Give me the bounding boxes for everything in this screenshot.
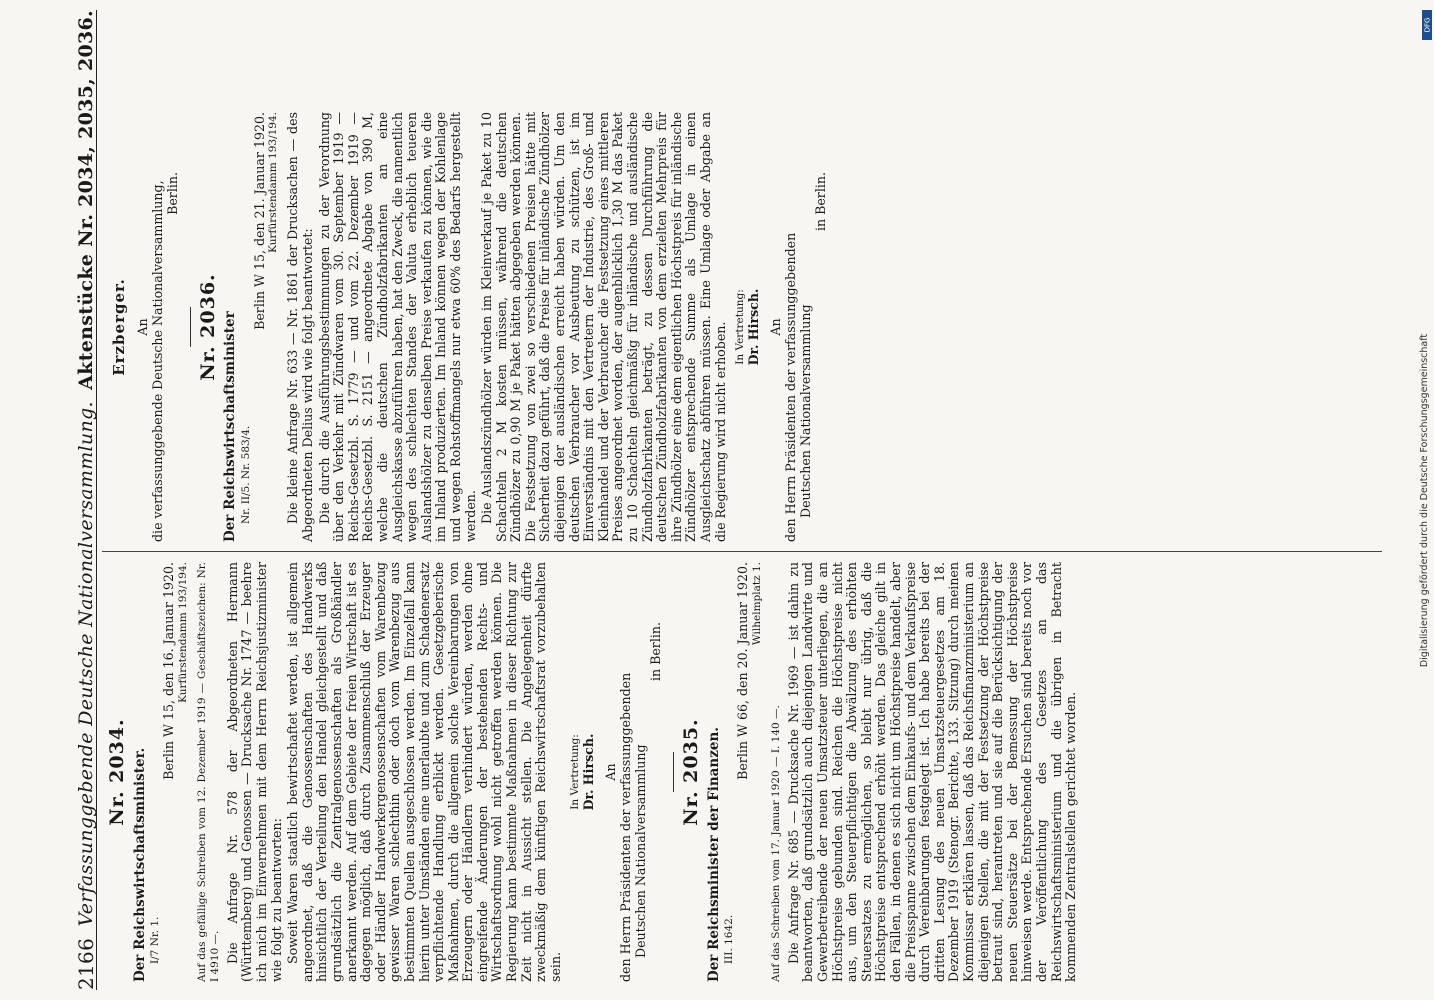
- doc-2035-to: An: [134, 318, 150, 336]
- documents-range: Aktenstücke Nr. 2034, 2035, 2036.: [75, 10, 98, 390]
- doc-2036-author: Der Reichswirtschaftsminister: [222, 311, 239, 542]
- doc-2034-recipient-line: den Herrn Präsidenten der verfassunggebenden: [618, 672, 634, 982]
- dfg-logo: DFG: [1422, 10, 1432, 40]
- doc-2035-place-date: Berlin W 66, den 20. Januar 1920.: [735, 562, 751, 780]
- doc-2036-recipient-line: den Herrn Präsidenten der verfassunggebenden: [782, 232, 798, 542]
- doc-2036-body-1: Die durch die Ausführungsbestimmungen zu der Verordnung über den Verkehr mit Zündwaren vom 30. September 1919 — Reichs-Gesetzbl. S. 1779 — und vom 22. Dezember 1919 — Reichs-Gesetzbl. S. 2151 — angeordnete Abgabe von 390 M, welche die deutschen Zündholzfabrikanten an eine Ausgleichskasse abzuführen haben, hat den Zweck, die namentlich wegen des schlechten Standes der Valuta erheblich teueren Auslandshölzer zu denselben Preise verkaufen zu können, wie die im Inland produzierten. Im Inland können wegen der Kohlenlage und wegen Rohstoffmangels nur etwa 60% des Bedarfs hergestellt werden.: [316, 112, 478, 542]
- doc-2034-reference: Auf das gefällige Schreiben vom 12. Dezember 1919 — Geschäftszeichen: Nr. I 4910 —.: [195, 562, 221, 982]
- doc-2035-signature: Erzberger.: [110, 278, 128, 376]
- doc-2035-recipient-line: Berlin.: [164, 172, 180, 215]
- page-title: Verfassunggebende Deutsche Nationalversammlung.: [75, 401, 98, 927]
- doc-2036-intro: Die kleine Anfrage Nr. 633 — Nr. 1861 der Drucksachen — des Abgeordneten Delius wird wie folgt beantwortet:: [285, 112, 315, 542]
- doc-2036-to: An: [767, 318, 783, 336]
- doc-2036-recipient-line: Deutschen Nationalversammlung: [797, 304, 813, 518]
- doc-2035-recipient: [135, 112, 180, 542]
- doc-2035-body: Die Anfrage Nr. 685 — Drucksache Nr. 1969 — ist dahin zu beantworten, daß grundsätzlich auch diejenigen Landwirte und Gewerbetreibende der neuen Umsatzsteuer unterliegen, die an Höchstpreise gebunden sind. Reichen die Höchstpreise nicht aus, um den Steuerpflichtigen die Abwälzung des erhöhten Steuersatzes zu ermöglichen, so bleibt nur übrig, daß die Höchstpreise entsprechend erhöht werden. Das gleiche gilt in den Fällen, in denen es sich nicht um Höchstpreise handelt, aber die Preisspanne zwischen dem Einkaufs- und dem Verkaufspreise durch Vereinbarungen festgelegt ist. Ich habe bereits bei der dritten Lesung des neuen Umsatzsteuergesetzes am 18. Dezember 1919 (Stenogr. Berichte, 133. Sitzung) durch meinen Kommissar erklären lassen, daß das Reichsfinanzministerium an diejenigen Stellen, die mit der Festsetzung der Höchstpreise betraut sind, herantreten und sie auf die Berücksichtigung der neuen Steuersätze bei der Bemessung der Höchstpreise hinweisen werde. Entsprechende Ersuchen sind bereits noch vor der Veröffentlichung des Gesetzes an das Reichswirtschaftsministerium und die übrigen in Betracht kommenden Zentralstellen gerichtet worden.: [785, 562, 1079, 982]
- section-divider: [190, 307, 191, 347]
- doc-2036-body-2: Die Auslandszündhölzer würden im Kleinverkauf je Paket zu 10 Schachteln 2 M kosten müssen, während die deutschen Zündhölzer zu 0,90 M je Paket hätten abgegeben werden können. Die Festsetzung von zwei so verschiedenen Preisen hätte mit Sicherheit dazu geführt, daß die Preise für inländische Zündhölzer diejenigen der ausländischen erreicht haben würden. Um den deutschen Verbraucher vor Ausbeutung zu schützen, ist im Einverständnis mit den Vertretern der Industrie, des Groß- und Kleinhandel und der Verbraucher die Festsetzung eines mittleren Preises angeordnet worden, der augenblicklich 1,30 M das Paket zu 10 Schachteln gleichmäßig für inländische und ausländische Zündholzfabrikanten beträgt, zu dessen Durchführung die deutschen Zündholzfabrikanten von dem erzielten Mehrpreis für ihre Zündhölzer eine dem eigentlichen Höchstpreis für inländische Zündhölzer entsprechende Summe als Umlage in einen Ausgleichschatz abführen müssen. Eine Umlage oder Abgabe an die Regierung wird nicht erhoben.: [479, 112, 728, 542]
- doc-2036-recipient-line: in Berlin.: [812, 172, 828, 232]
- doc-2035-address: Wilhelmplatz 1.: [750, 562, 763, 646]
- doc-2034-recipient-line: in Berlin.: [648, 622, 664, 682]
- doc-2036-ref: Nr. II/5. Nr. 583/4.: [239, 425, 252, 524]
- right-column: [104, 112, 828, 542]
- page-header: [60, 10, 97, 990]
- doc-2034-signature: Dr. Hirsch.: [581, 733, 597, 811]
- page-number: 2166: [74, 937, 99, 990]
- doc-2035-reference: Auf das Schreiben vom 17. Januar 1920 — I. 140 —.: [769, 705, 782, 982]
- doc-2036-number: Nr. 2036.: [196, 273, 219, 381]
- doc-2034-deputy: In Vertretung:: [569, 734, 582, 810]
- doc-2036-place-date: Berlin W 15, den 21. Januar 1920.: [251, 112, 267, 330]
- doc-2034-number: Nr. 2034.: [106, 718, 128, 826]
- doc-2035-ref: III. 1642.: [723, 914, 736, 964]
- doc-2035-recipient-line: die verfassunggebende Deutsche Nationalversammlung,: [149, 180, 165, 542]
- doc-2034-body: Soweit Waren staatlich bewirtschaftet werden, ist allgemein angeordnet, daß die Genossenschaften des Handwerks hinsichtlich der Verteilung den Handel gleichgestellt und daß grundsätzlich die Zentralgenossenschaften als Großhändler anerkannt werden. Auf dem Gebiete der freien Wirtschaft ist es dagegen möglich, daß durch Zusammenschluß der Erzeuger oder Händler Handwerkergenossenschaften vom Warenbezug gewisser Waren schlechthin oder doch vom Warenbezug aus bestimmten Quellen ausgeschlossen werden. Im Einzelfall kann hierin unter Umständen eine unerlaubte und zum Schadenersatz verpflichtende Handlung erblickt werden. Gesetzgeberische Maßnahmen, durch die allgemein solche Vereinbarungen von Erzeugern oder Händlern verhindert würden, werden ohne eingreifende Änderungen der bestehenden Rechts- und Wirtschaftsordnung wohl nicht getroffen werden können. Die Regierung kann bestimmte Maßnahmen in dieser Richtung zur Zeit nicht in Aussicht stellen. Die Angelegenheit dürfte zweckmäßig dem künftigen Reichswirtschaftsrat vorzubehalten sein.: [285, 562, 563, 982]
- doc-2036-recipient: [768, 112, 828, 542]
- doc-2034-place-date: Berlin W 15, den 16. Januar 1920.: [161, 562, 177, 780]
- doc-2035-author: Der Reichsminister der Finanzen.: [705, 727, 722, 982]
- doc-2034-recipient: [603, 562, 663, 982]
- section-divider: [673, 752, 674, 792]
- doc-2034-address: Kurfürstendamm 193/194.: [176, 562, 189, 703]
- column-divider: [102, 551, 1382, 552]
- digitization-note: Digitalisierung gefördert durch die Deutsche Forschungsgemeinschaft: [1419, 333, 1431, 667]
- doc-2034-to: An: [603, 763, 619, 781]
- doc-2035-number: Nr. 2035.: [680, 718, 703, 826]
- doc-2036-deputy: In Vertretung:: [734, 289, 747, 365]
- doc-2034-recipient-line: Deutschen Nationalversammlung: [633, 744, 649, 958]
- doc-2036-address: Kurfürstendamm 193/194.: [267, 112, 280, 253]
- doc-2036-signature: Dr. Hirsch.: [746, 288, 762, 366]
- doc-2034-ref: I/7 Nr. 1.: [149, 916, 162, 964]
- rotated-page: [60, 10, 1400, 990]
- doc-2034-author: Der Reichswirtschaftsminister.: [131, 747, 148, 982]
- left-column: [104, 562, 1081, 982]
- doc-2034-intro: Die Anfrage Nr. 578 der Abgeordneten Hermann (Württemberg) und Genossen — Drucksache Nr. 1747 — beehre ich mich im Einvernehmen mit dem Herrn Reichsjustizminister wie folgt zu beantworten:: [224, 562, 284, 982]
